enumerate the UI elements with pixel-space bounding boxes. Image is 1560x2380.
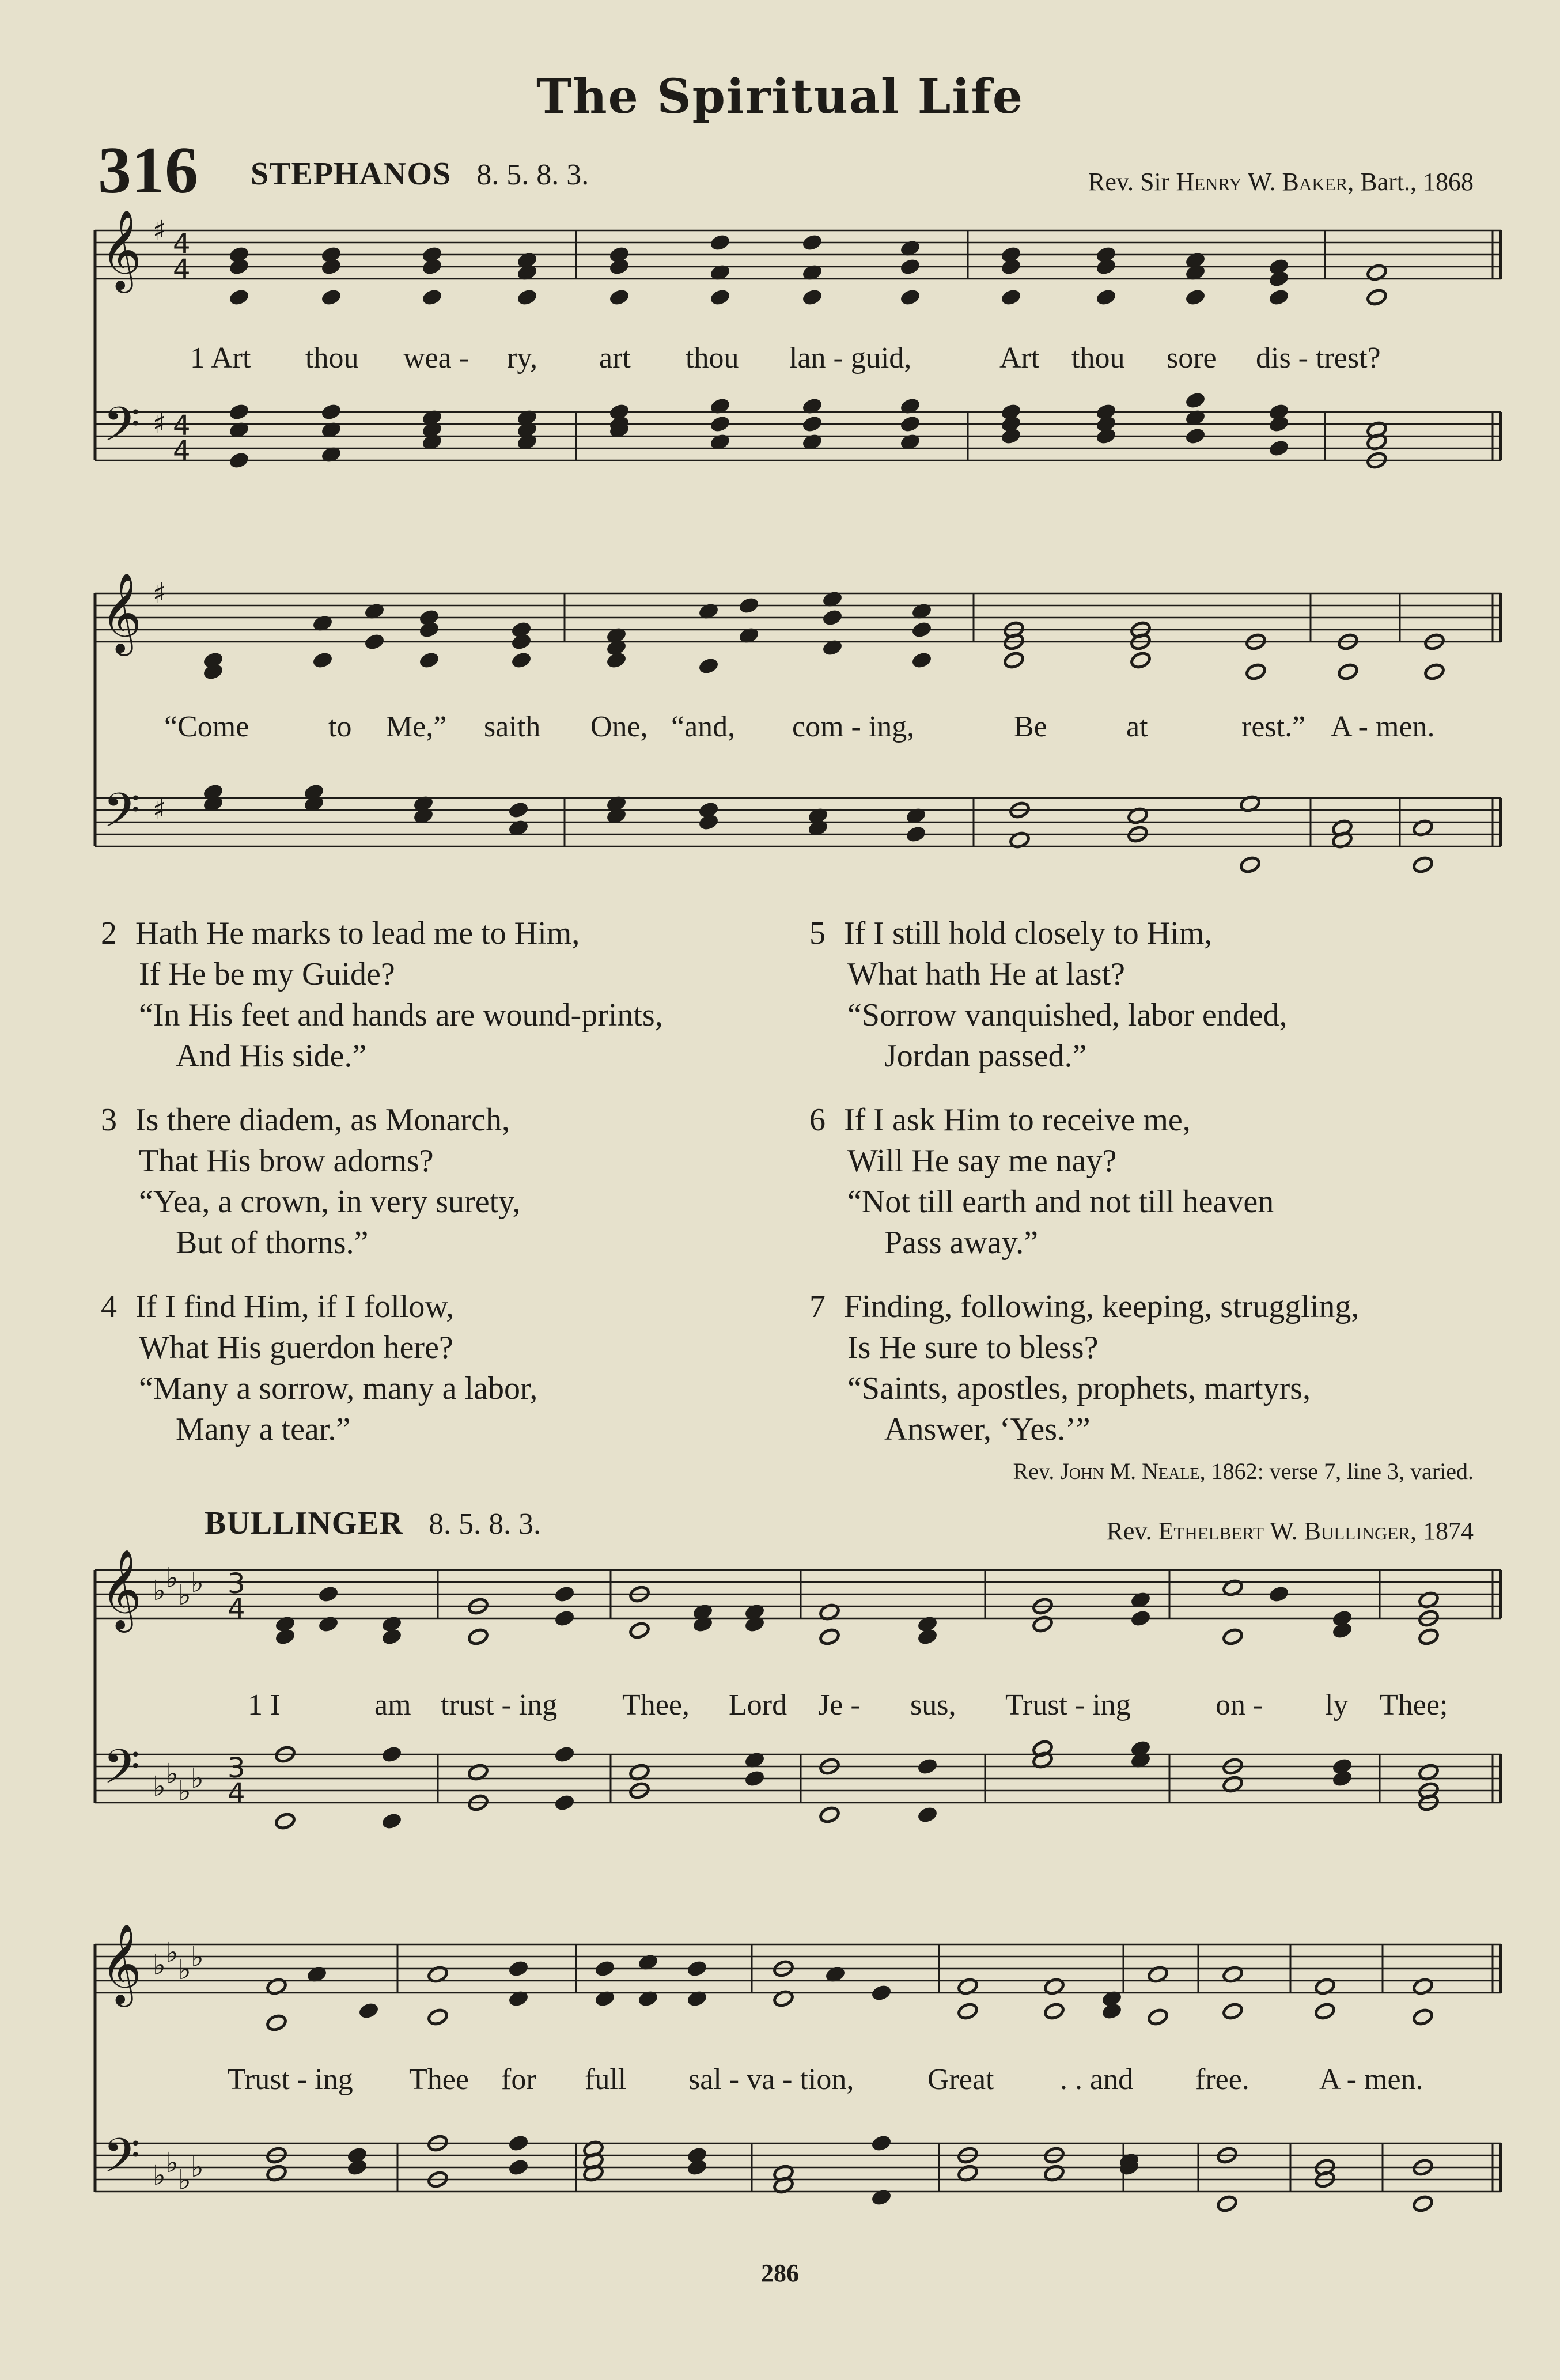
note-head [346, 2158, 368, 2177]
verse-line [809, 1141, 1359, 1182]
note-head [709, 233, 731, 252]
key-signature-icon: ♭ [191, 1762, 204, 1795]
lyric-syllable: on - [1216, 1689, 1263, 1721]
note-head [870, 1984, 892, 2002]
lyric-syllable: com - ing, [792, 710, 915, 743]
note-head [274, 1628, 296, 1646]
treble-clef-icon: 𝄞 [101, 1924, 142, 2004]
tune-name: BULLINGER [205, 1505, 404, 1541]
verse-line [809, 1287, 1359, 1327]
note-head [1245, 663, 1267, 681]
note-head [801, 415, 823, 433]
key-signature-icon: ♭ [191, 1941, 204, 1973]
note-head [870, 2134, 892, 2152]
verse-text: Is He sure to bless? [847, 1330, 1099, 1365]
note-head [819, 1628, 840, 1646]
note-head [899, 415, 921, 433]
note-head [1418, 1628, 1440, 1646]
note-head [957, 2002, 979, 2020]
verse-line [809, 954, 1359, 995]
note-head [508, 2134, 529, 2152]
note-head [899, 288, 921, 307]
note-head [427, 2008, 449, 2026]
note-head [628, 1621, 650, 1640]
lyric-syllable: Thee [409, 2063, 469, 2096]
verse-number: 6 [809, 1102, 826, 1138]
tune-name: STEPHANOS [251, 156, 452, 192]
verse-number: 3 [101, 1102, 117, 1138]
verse-text: If He be my Guide? [139, 956, 395, 992]
lyric-syllable: Me,” [386, 710, 447, 743]
key-signature-icon: ♭ [165, 2147, 179, 2179]
verse-text: Hath He marks to lead me to Him, [135, 915, 580, 951]
treble-clef-icon: 𝄞 [101, 1549, 142, 1629]
key-signature-icon: ♭ [178, 2164, 191, 2196]
lyric-syllable: sore [1167, 342, 1217, 374]
author-name: Henry W. Baker [1176, 168, 1348, 196]
lyric-syllable: full [585, 2063, 627, 2096]
verse-text: “Saints, apostles, prophets, martyrs, [847, 1371, 1311, 1406]
meter: 8. 5. 8. 3. [429, 1508, 542, 1541]
note-head [1337, 663, 1359, 681]
lyric-syllable: ry, [507, 342, 537, 374]
hymn2-tune-header [205, 1505, 541, 1542]
lyric-syllable: One, [590, 710, 648, 743]
meter: 8. 5. 8. 3. [476, 158, 589, 191]
lyric-syllable: A - men. [1319, 2063, 1423, 2096]
note-head [1412, 2194, 1434, 2213]
author-prefix: Rev. Sir [1088, 168, 1170, 196]
verse-text: What His guerdon here? [139, 1330, 453, 1365]
time-signature-top: 4 [173, 410, 191, 442]
verse-line [809, 1327, 1359, 1368]
note-head [1412, 856, 1434, 874]
verse-line [809, 1409, 1359, 1450]
verse-text: Many a tear.” [176, 1412, 351, 1447]
note-head [421, 258, 443, 276]
note-head [692, 1615, 714, 1633]
lyric-syllable: Trust - ing [1005, 1689, 1131, 1721]
note-head [773, 1989, 794, 2008]
verse-line [101, 1182, 663, 1223]
verse-text: If I still hold closely to Him, [844, 915, 1213, 951]
verse-6 [809, 1100, 1359, 1263]
note-head [594, 1989, 616, 2008]
note-head [1184, 391, 1206, 410]
key-signature-icon: ♭ [178, 1954, 191, 1986]
note-head [819, 1806, 840, 1824]
note-head [1095, 427, 1117, 445]
note-head [320, 258, 342, 276]
key-signature-icon: ♯ [153, 214, 166, 247]
key-signature-icon: ♭ [165, 1758, 179, 1790]
hymn-number: 316 [98, 134, 198, 207]
note-head [508, 801, 529, 819]
translator-prefix: Rev. [1013, 1458, 1055, 1484]
lyric-syllable: 1 Art [190, 342, 251, 374]
hymn2-author-credit [1107, 1516, 1474, 1546]
lyric-syllable: Thee, [622, 1689, 690, 1721]
note-head [1000, 288, 1022, 307]
verse-line [101, 995, 663, 1036]
verse-text: That His brow adorns? [139, 1143, 434, 1179]
note-head [1331, 1621, 1353, 1640]
note-head [467, 1628, 489, 1646]
note-head [744, 1769, 766, 1788]
note-head [381, 1745, 403, 1764]
verse-text: What hath He at last? [847, 956, 1126, 992]
time-signature-bottom: 4 [228, 1593, 245, 1625]
lyric-syllable: rest.” [1241, 710, 1306, 743]
lyric-syllable: “Come [164, 710, 249, 743]
lyric-syllable: Thee; [1380, 1689, 1448, 1721]
note-head [899, 397, 921, 415]
note-head [228, 403, 250, 421]
note-head [1043, 2002, 1065, 2020]
verses-right-column [809, 913, 1359, 1450]
verse-line [809, 1223, 1359, 1263]
lyric-syllable: dis - trest? [1256, 342, 1381, 374]
lyric-syllable: free. [1195, 2063, 1249, 2096]
note-head [381, 1812, 403, 1830]
verse-text: But of thorns.” [176, 1225, 369, 1261]
key-signature-icon: ♭ [153, 1949, 166, 1981]
verse-number: 5 [809, 915, 826, 951]
verse-line [101, 1036, 663, 1077]
key-signature-icon: ♭ [153, 1575, 166, 1607]
key-signature-icon: ♯ [153, 577, 166, 610]
note-head [686, 2158, 708, 2177]
note-head [1130, 1609, 1152, 1628]
verses-left-column [101, 913, 663, 1450]
lyric-syllable: sal - va - tion, [688, 2063, 854, 2096]
note-head [905, 825, 927, 843]
verse-7 [809, 1287, 1359, 1450]
verse-line [101, 1327, 663, 1368]
note-head [516, 288, 538, 307]
verse-line [809, 1368, 1359, 1409]
verse-text: Will He say me nay? [847, 1143, 1117, 1179]
lyric-syllable: Great [927, 2063, 994, 2096]
note-head [554, 1745, 575, 1764]
verse-line [101, 913, 663, 954]
key-signature-icon: ♭ [165, 1562, 179, 1594]
note-head [1268, 1585, 1290, 1603]
note-head [274, 1812, 296, 1830]
translator-suffix: , 1862: verse 7, line 3, varied. [1199, 1458, 1474, 1484]
verse-text: Jordan passed.” [884, 1038, 1087, 1074]
note-head [510, 651, 532, 669]
note-head [312, 651, 334, 669]
note-head [686, 1959, 708, 1978]
note-head [1184, 288, 1206, 307]
note-head [917, 1806, 938, 1824]
note-head [801, 288, 823, 307]
note-head [364, 633, 385, 651]
lyric-syllable: Be [1014, 710, 1047, 743]
note-head [911, 651, 933, 669]
translator-name: John M. Neale [1060, 1458, 1200, 1484]
time-signature-top: 3 [228, 1568, 245, 1600]
note-head [1268, 288, 1290, 307]
lyric-syllable: Art [999, 342, 1040, 374]
verse-text: Answer, ‘Yes.’” [884, 1412, 1091, 1447]
lyric-syllable: am [374, 1689, 411, 1721]
verse-line [809, 913, 1359, 954]
note-head [801, 233, 823, 252]
note-head [1000, 258, 1022, 276]
time-signature-top: 4 [173, 228, 191, 260]
lyric-syllable: lan - guid, [789, 342, 912, 374]
verse-text: If I find Him, if I follow, [135, 1289, 455, 1325]
note-head [418, 651, 440, 669]
note-head [1095, 288, 1117, 307]
lyric-syllable: Je - [818, 1689, 861, 1721]
time-signature-bottom: 4 [173, 253, 191, 286]
note-head [917, 1757, 938, 1776]
note-head [228, 451, 250, 470]
lyric-syllable: Lord [729, 1689, 787, 1721]
note-head [554, 1793, 575, 1812]
note-head [358, 2001, 380, 2020]
note-head [1239, 856, 1261, 874]
bass-clef-icon: 𝄢 [103, 1739, 141, 1806]
note-head [821, 638, 843, 657]
verse-text: “Yea, a crown, in very surety, [139, 1184, 521, 1220]
note-head [508, 2158, 529, 2177]
note-head [228, 288, 250, 307]
note-head [320, 288, 342, 307]
note-head [1003, 651, 1025, 669]
author-name: Ethelbert W. Bullinger [1158, 1517, 1410, 1545]
note-head [698, 657, 720, 675]
key-signature-icon: ♭ [153, 1770, 166, 1803]
note-head [1130, 651, 1152, 669]
lyric-syllable: . . and [1060, 2063, 1134, 2096]
lyric-syllable: sus, [910, 1689, 956, 1721]
author-suffix: , 1874 [1410, 1517, 1474, 1545]
note-head [917, 1628, 938, 1646]
note-head [1032, 1615, 1054, 1633]
note-head [1423, 663, 1445, 681]
verse-3 [101, 1100, 663, 1263]
note-head [911, 620, 933, 639]
lyric-syllable: wea - [403, 342, 469, 374]
note-head [608, 258, 630, 276]
verse-line [809, 1036, 1359, 1077]
note-head [554, 1585, 575, 1603]
note-head [709, 288, 731, 307]
verse-text: “Many a sorrow, many a labor, [139, 1371, 538, 1406]
lyric-syllable: “and, [671, 710, 736, 743]
verse-text: And His side.” [176, 1038, 367, 1074]
author-suffix: , Bart., 1868 [1347, 168, 1474, 196]
verse-number: 2 [101, 915, 117, 951]
verse-line [101, 1100, 663, 1141]
verse-4 [101, 1287, 663, 1450]
note-head [320, 403, 342, 421]
verse-text: Pass away.” [884, 1225, 1038, 1261]
note-head [1216, 2194, 1238, 2213]
verse-2 [101, 913, 663, 1077]
key-signature-icon: ♯ [153, 407, 166, 440]
key-signature-icon: ♯ [153, 793, 166, 826]
lyric-syllable: to [328, 710, 352, 743]
treble-clef-icon: 𝄞 [101, 573, 142, 653]
verse-text: “Not till earth and not till heaven [847, 1184, 1274, 1220]
verse-text: Finding, following, keeping, struggling, [844, 1289, 1360, 1325]
note-head [1366, 288, 1388, 307]
translator-credit [1013, 1458, 1474, 1485]
note-head [266, 2014, 287, 2032]
note-head [1412, 2008, 1434, 2026]
verse-line [809, 995, 1359, 1036]
key-signature-icon: ♭ [165, 1936, 179, 1969]
note-head [738, 596, 760, 615]
note-head [510, 633, 532, 651]
note-head [821, 608, 843, 627]
verse-line [101, 1141, 663, 1182]
verse-5 [809, 913, 1359, 1077]
lyric-syllable: thou [686, 342, 739, 374]
lyric-syllable: ly [1325, 1689, 1349, 1721]
note-head [1222, 2002, 1244, 2020]
verse-line [809, 1182, 1359, 1223]
note-head [317, 1585, 339, 1603]
verse-text: Is there diadem, as Monarch, [135, 1102, 510, 1138]
note-head [899, 258, 921, 276]
lyric-syllable: saith [484, 710, 541, 743]
lyric-syllable: trust - ing [441, 1689, 558, 1721]
time-signature-bottom: 4 [173, 435, 191, 467]
verse-text: “Sorrow vanquished, labor ended, [847, 997, 1288, 1033]
author-prefix: Rev. [1106, 1517, 1152, 1545]
bass-clef-icon: 𝄢 [103, 396, 141, 464]
note-head [870, 2188, 892, 2207]
note-head [1000, 427, 1022, 445]
note-head [1101, 2002, 1123, 2020]
note-head [1268, 439, 1290, 457]
lyric-syllable: at [1126, 710, 1148, 743]
note-head [709, 415, 731, 433]
note-head [698, 813, 720, 831]
note-head [508, 1989, 529, 2008]
verse-number: 4 [101, 1289, 117, 1325]
note-head [317, 1615, 339, 1633]
lyric-syllable: A - men. [1331, 710, 1435, 743]
lyric-syllable: 1 I [248, 1689, 281, 1721]
time-signature-top: 3 [228, 1752, 245, 1784]
time-signature-bottom: 4 [228, 1777, 245, 1810]
note-head [381, 1628, 403, 1646]
verse-line [101, 1223, 663, 1263]
verse-text: “In His feet and hands are wound-prints, [139, 997, 663, 1033]
lyric-syllable: Trust - ing [228, 2063, 353, 2096]
verse-line [101, 954, 663, 995]
note-head [1268, 270, 1290, 288]
verse-line [809, 1100, 1359, 1141]
lyric-syllable: art [599, 342, 631, 374]
note-head [421, 288, 443, 307]
note-head [709, 397, 731, 415]
key-signature-icon: ♭ [191, 2151, 204, 2184]
note-head [744, 1615, 766, 1633]
key-signature-icon: ♭ [178, 1775, 191, 1807]
verse-text: If I ask Him to receive me, [844, 1102, 1191, 1138]
note-head [1331, 1769, 1353, 1788]
note-head [1184, 427, 1206, 445]
note-head [1147, 2008, 1169, 2026]
note-head [508, 1959, 529, 1978]
note-head [605, 651, 627, 669]
lyric-syllable: thou [305, 342, 359, 374]
note-head [608, 288, 630, 307]
note-head [801, 397, 823, 415]
bass-clef-icon: 𝄢 [103, 782, 141, 850]
verse-line [101, 1368, 663, 1409]
note-head [228, 258, 250, 276]
note-head [686, 1989, 708, 2008]
note-head [1222, 1628, 1244, 1646]
verse-line [101, 1287, 663, 1327]
note-head [1314, 2002, 1336, 2020]
note-head [1268, 415, 1290, 433]
key-signature-icon: ♭ [153, 2159, 166, 2192]
note-head [637, 1989, 659, 2008]
key-signature-icon: ♭ [191, 1567, 204, 1599]
note-head [594, 1959, 616, 1978]
note-head [554, 1609, 575, 1628]
note-head [418, 620, 440, 639]
note-head [1095, 258, 1117, 276]
verse-line [101, 1409, 663, 1450]
verse-number: 7 [809, 1289, 826, 1325]
key-signature-icon: ♭ [178, 1579, 191, 1611]
treble-clef-icon: 𝄞 [101, 210, 142, 290]
section-title: The Spiritual Life [536, 69, 1024, 124]
lyric-syllable: thou [1071, 342, 1125, 374]
lyric-syllable: for [501, 2063, 536, 2096]
bass-clef-icon: 𝄢 [103, 2128, 141, 2195]
page-number: 286 [761, 2259, 799, 2287]
